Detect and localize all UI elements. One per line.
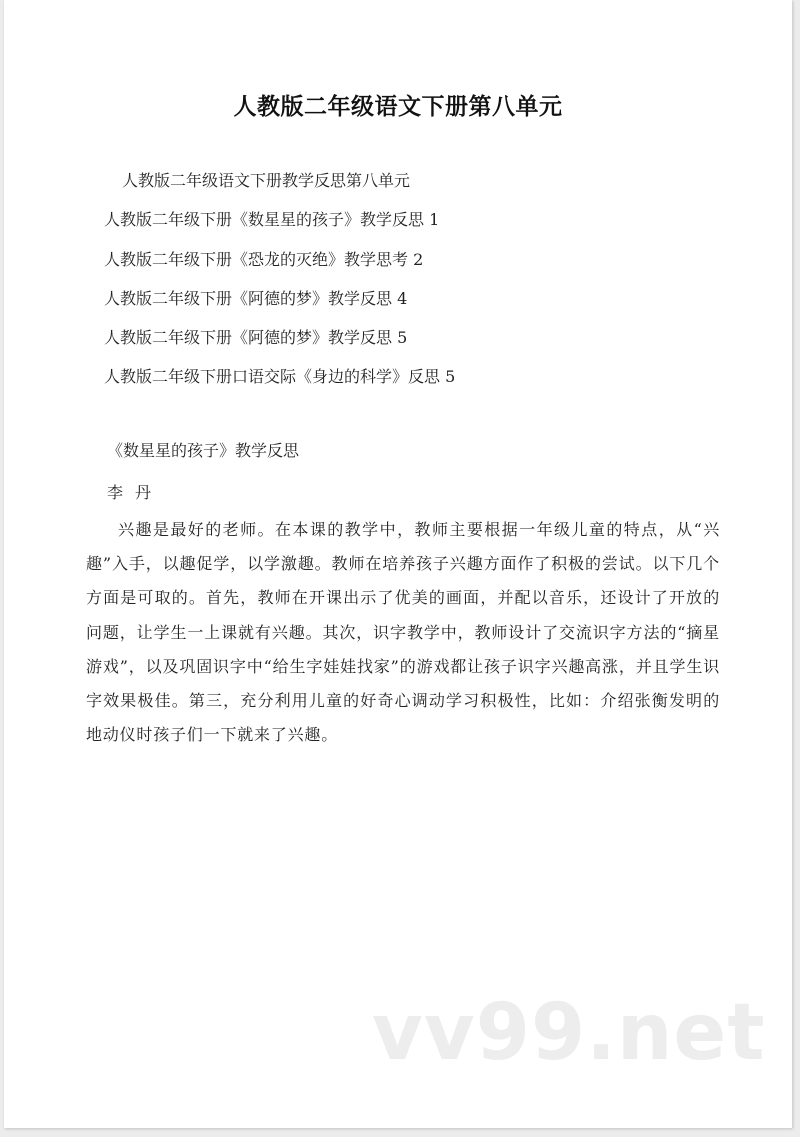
toc-item: 人教版二年级下册《阿德的梦》教学反思 4 [104, 288, 408, 308]
toc-item: 人教版二年级下册《恐龙的灭绝》教学思考 2 [104, 249, 424, 269]
table-of-contents [104, 166, 455, 402]
toc-item: 人教版二年级下册《阿德的梦》教学反思 5 [104, 328, 408, 348]
toc-item: 人教版二年级语文下册教学反思第八单元 [122, 171, 411, 190]
article-title: 《数星星的孩子》教学反思 [107, 441, 300, 460]
page-title: 人教版二年级语文下册第八单元 [233, 94, 563, 120]
article-body: 兴趣是最好的老师。在本课的教学中，教师主要根据一年级儿童的特点，从“兴趣”入手，以趣促学，以学激趣。教师在培养孩子兴趣方面作了积极的尝试。以下几个方面是可取的。首先，教师在开课出示了优美的画面，并配以音乐，还设计了开放的问题，让学生一上课就有兴趣。其次，识字教学中，教师设计了交流识字方法的“摘星游戏”，以及巩固识字中“给生字娃娃找家”的游戏都让孩子识字兴趣高涨，并且学生识字效果极佳。第三，充分利用儿童的好奇心调动学习积极性，比如：介绍张衡发明的地动仪时孩子们一下就来了兴趣。 [86, 520, 720, 745]
document-page [4, 0, 792, 1128]
article-author: 李丹 [107, 483, 164, 502]
toc-item: 人教版二年级下册《数星星的孩子》教学反思 1 [104, 210, 440, 230]
watermark: vv99.net [372, 988, 766, 1078]
toc-item: 人教版二年级下册口语交际《身边的科学》反思 5 [104, 367, 456, 387]
